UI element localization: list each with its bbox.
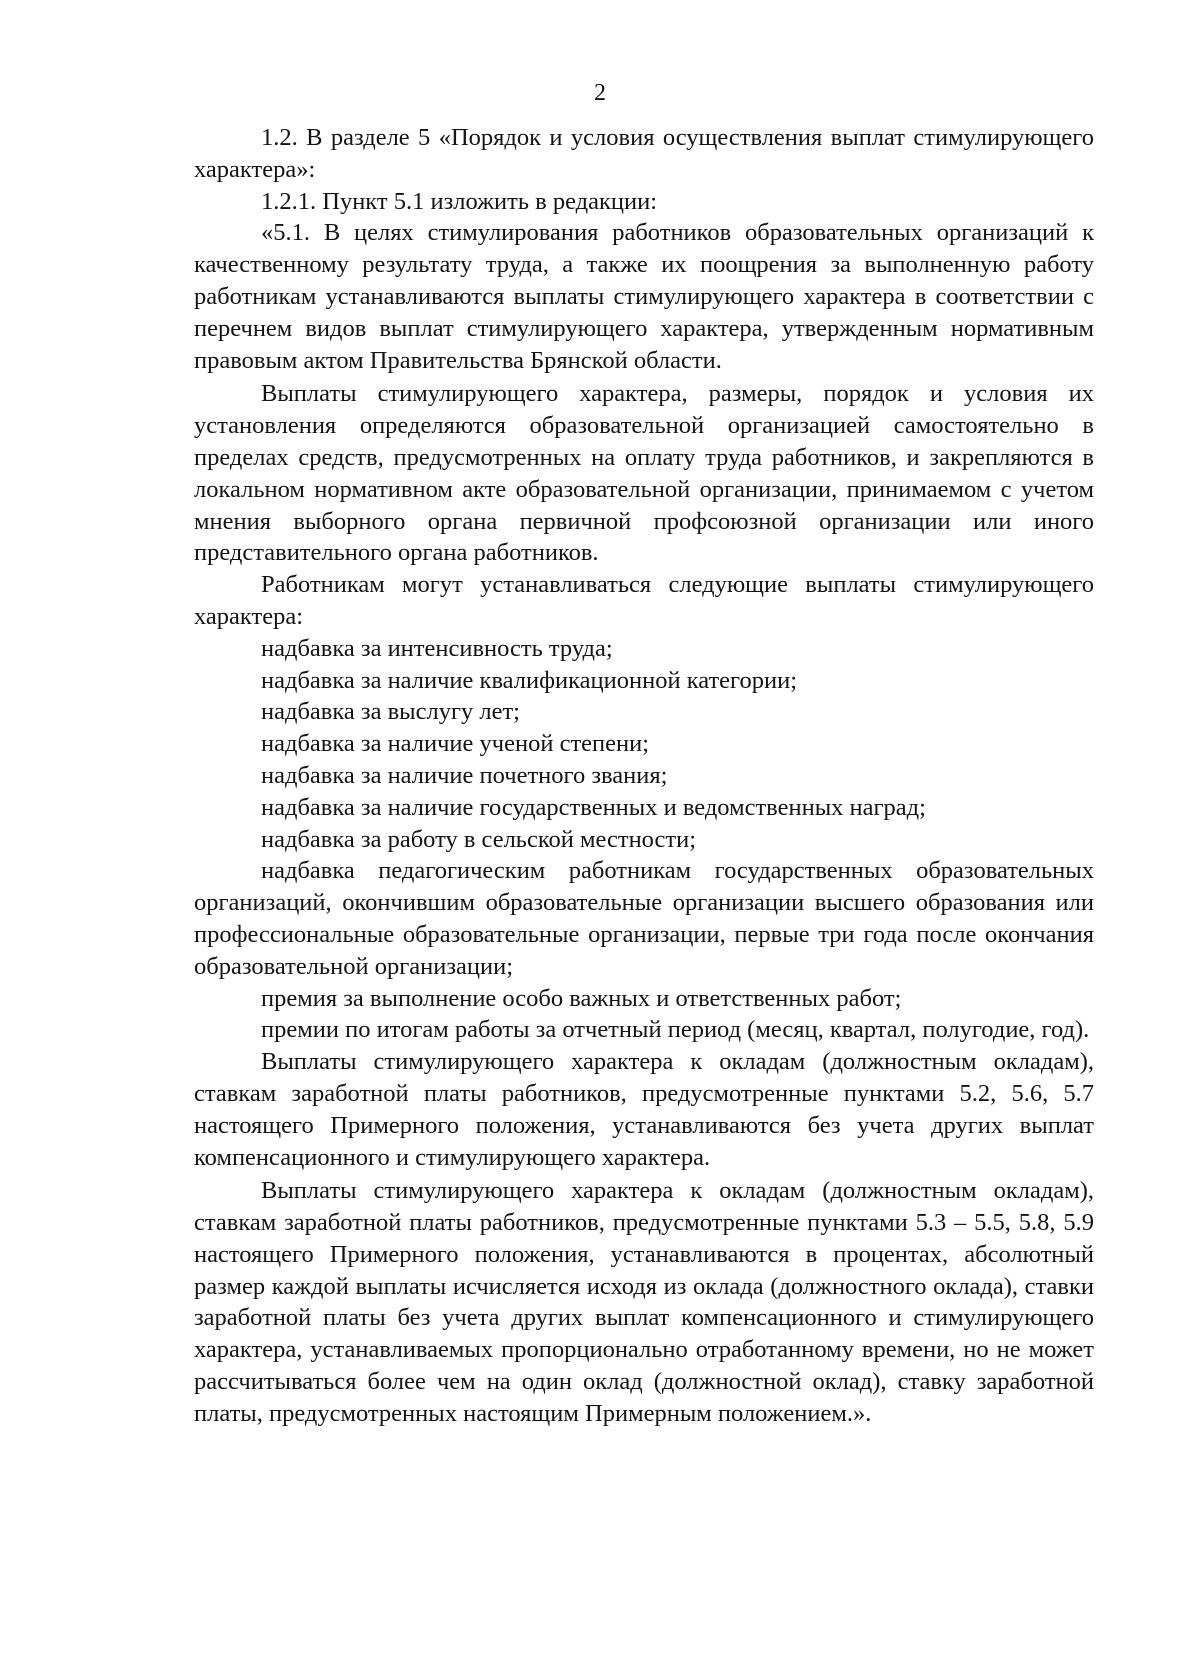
list-item: надбавка за наличие почетного звания; [261, 761, 668, 789]
paragraph-item-5-1: «5.1. В целях стимулирования работников образовательных организаций к качественному результату труда, а также их поощрения за выполненную работу работникам устанавливаются выплаты стимулирующего характера в соответствии с перечнем видов выплат стимулирующего характера, утвержденным нормативным правовым актом Правительства Брянской области. [194, 219, 1094, 374]
list-item: надбавка за наличие государственных и ведомственных наград; [261, 793, 926, 821]
paragraph-payment-rules: Выплаты стимулирующего характера, размеры, порядок и условия их установления определяются образовательной организацией самостоятельно в пределах средств, предусмотренных на оплату труда работников, и закрепляются в локальном нормативном акте образовательной организации, принимаемом с учетом мнения выборного органа первичной профсоюзной организации или иного представительного органа работников. [194, 380, 1094, 567]
page-number: 2 [594, 80, 606, 106]
list-item: надбавка за интенсивность труда; [261, 634, 613, 662]
list-item: надбавка за работу в сельской местности; [261, 825, 697, 853]
list-item: премии по итогам работы за отчетный период (месяц, квартал, полугодие, год). [261, 1016, 1090, 1044]
list-item: премия за выполнение особо важных и ответственных работ; [261, 984, 902, 1012]
document-body [194, 122, 1094, 1430]
list-item: надбавка за наличие ученой степени; [261, 730, 650, 758]
paragraph-payments-5-2: Выплаты стимулирующего характера к окладам (должностным окладам), ставкам заработной платы работников, предусмотренные пунктами 5.2, 5.6, 5.7 настоящего Примерного положения, устанавливаются без учета других выплат компенсационного и стимулирующего характера. [194, 1048, 1094, 1171]
paragraph-payments-5-3: Выплаты стимулирующего характера к окладам (должностным окладам), ставкам заработной платы работников, предусмотренные пунктами 5.3 – 5.5, 5.8, 5.9 настоящего Примерного положения, устанавливаются в процентах, абсолютный размер каждой выплаты исчисляется исходя из оклада (должностного оклада), ставки заработной платы без учета других выплат компенсационного и стимулирующего характера, устанавливаемых пропорционально отработанному времени, но не может рассчитываться более чем на один оклад (должностной оклад), ставку заработной платы, предусмотренных настоящим Примерным положением.». [194, 1177, 1094, 1427]
paragraph-item-1-2-1: 1.2.1. Пункт 5.1 изложить в редакции: [261, 187, 658, 215]
paragraph-item-1-2: 1.2. В разделе 5 «Порядок и условия осуществления выплат стимулирующего характера»: [194, 124, 1094, 183]
paragraph-list-intro: Работникам могут устанавливаться следующие выплаты стимулирующего характера: [194, 571, 1094, 630]
list-item: надбавка за выслугу лет; [261, 698, 520, 726]
list-item: надбавка за наличие квалификационной категории; [261, 666, 798, 694]
list-item: надбавка педагогическим работникам государственных образовательных организаций, окончившим образовательные организации высшего образования или профессиональные образовательные организации, первые три года после окончания образовательной организации; [194, 857, 1094, 980]
payments-list [194, 633, 1094, 1046]
